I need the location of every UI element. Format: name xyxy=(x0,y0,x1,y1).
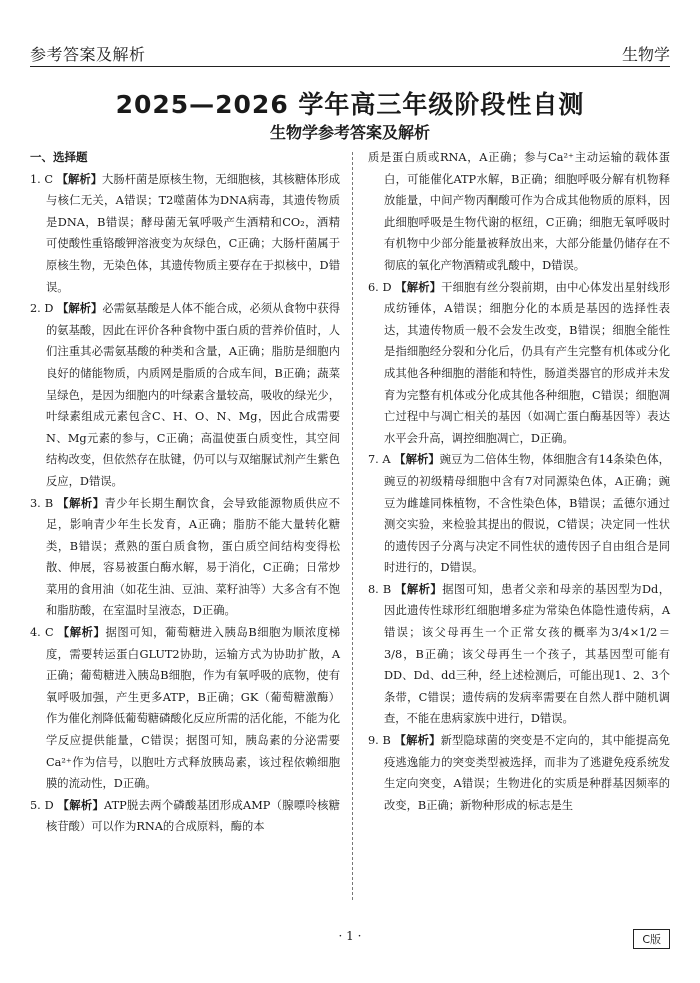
page-title: 2025—2026 学年高三年级阶段性自测 xyxy=(115,90,585,119)
analysis-tag: 【解析】 xyxy=(394,734,441,748)
analysis-tag: 【解析】 xyxy=(395,280,442,294)
analysis-tag: 【解析】 xyxy=(57,798,105,812)
item-number: 8. B xyxy=(368,582,392,596)
answer-item xyxy=(30,795,340,838)
item-text: 豌豆为二倍体生物，体细胞含有14条染色体，豌豆的初级精母细胞中含有7对同源染色体，A正确；豌豆为雌雄同株植物，不含性染色体，B错误；孟德尔通过测交实验，来检验其提出的假说，C错误；决定同一性状的遗传因子分离与决定不同性状的遗传因子自由组合是同时进行的，D错误。 xyxy=(384,453,670,575)
header-right: 生物学 xyxy=(621,45,670,64)
answer-item xyxy=(30,622,340,795)
header-left: 参考答案及解析 xyxy=(30,45,146,64)
analysis-tag: 【解析】 xyxy=(57,626,106,640)
analysis-tag: 【解析】 xyxy=(394,453,440,467)
item-number: 5. D xyxy=(30,798,54,812)
left-column xyxy=(30,147,340,838)
right-column xyxy=(368,147,670,816)
analysis-tag: 【解析】 xyxy=(395,582,443,596)
item-text: 新型隐球菌的突变是不定向的，其中能提高免疫逃逸能力的突变类型被选择，而非为了逃避免疫系统发生定向突变，A错误；生物进化的实质是种群基因频率的改变，B正确；新物种形成的标志是生 xyxy=(384,734,670,812)
answer-item xyxy=(30,169,340,299)
answer-item xyxy=(368,277,670,450)
item-text: ATP脱去两个磷酸基团形成AMP（腺嘌呤核糖核苷酸）可以作为RNA的合成原料，酶的本 xyxy=(46,798,340,834)
analysis-tag: 【解析】 xyxy=(57,496,105,510)
item-text: 质是蛋白质或RNA，A正确；参与Ca²⁺主动运输的载体蛋白，可能催化ATP水解，B正确；细胞呼吸分解有机物释放能量，中间产物丙酮酸可作为合成其他物质的原料，因此细胞呼吸是生物代谢的枢纽，C正确；细胞无氧呼吸时有机物中少部分能量被释放出来，大部分能量仍储存在不彻底的氧化产物酒精或乳酸中，D错误。 xyxy=(368,151,670,272)
item-text: 据图可知，葡萄糖进入胰岛B细胞为顺浓度梯度，需要转运蛋白GLUT2协助，运输方式为协助扩散，A正确；葡萄糖进入胰岛B细胞，作为有氧呼吸的底物，使有氧呼吸加强，产生更多ATP，B正确；GK（葡萄糖激酶）作为催化剂降低葡萄糖磷酸化反应所需的活化能，不能为化学反应提供能量，C错误；据图可知，胰岛素的分泌需要Ca²⁺作为信号，以胞吐方式释放胰岛素，该过程依赖细胞膜的流动性，D正确。 xyxy=(46,626,340,791)
analysis-tag: 【解析】 xyxy=(56,172,103,186)
answer-item xyxy=(368,449,670,579)
item-text: 大肠杆菌是原核生物，无细胞核，其核糖体形成与核仁无关，A错误；T2噬菌体为DNA病毒，其遗传物质是DNA，B错误；酵母菌无氧呼吸产生酒精和CO₂，酒精可使酸性重铬酸钾溶液变为灰绿色，C正确；大肠杆菌属于原核生物，无染色体，其遗传物质主要存在于拟核中，D错误。 xyxy=(46,172,341,294)
page-number: · 1 · xyxy=(338,929,362,943)
page-header xyxy=(0,0,700,70)
item-number: 2. D xyxy=(30,302,54,316)
page-subtitle: 生物学参考答案及解析 xyxy=(269,123,430,142)
answer-item-continued xyxy=(368,147,670,277)
answer-item xyxy=(30,493,340,623)
item-text: 干细胞有丝分裂前期，由中心体发出星射线形成纺锤体，A错误；细胞分化的本质是基因的选择性表达，其遗传物质一般不会发生改变，B错误；细胞全能性是指细胞经分裂和分化后，仍具有产生完整有机体或分化成其他各种细胞的潜能和特性，肠道类器官的形成并未发育为完整有机体或分化成其他各种细胞，C错误；细胞凋亡过程中与凋亡相关的基因（如凋亡蛋白酶基因等）表达水平会升高，调控细胞凋亡，D正确。 xyxy=(384,280,670,445)
header-rule xyxy=(30,66,670,67)
answer-item xyxy=(368,730,670,816)
column-divider xyxy=(352,152,353,900)
item-text: 必需氨基酸是人体不能合成，必须从食物中获得的氨基酸，因此在评价各种食物中蛋白质的营养价值时，人们注重其必需氨基酸的种类和含量，A正确；脂肪是细胞内良好的储能物质，内质网是脂质的合成车间，B正确；蔬菜呈绿色，是因为细胞内的叶绿素含量较高，吸收的绿光少，叶绿素组成元素包含C、H、O、N、Mg，因此合成需要N、Mg元素的参与，C正确；高温使蛋白质变性，其空间结构改变，但依然存在肽键，仍可以与双缩脲试剂产生紫色反应，D错误。 xyxy=(46,302,340,488)
item-number: 3. B xyxy=(30,496,54,510)
item-number: 4. C xyxy=(30,626,54,640)
section-heading: 一、选择题 xyxy=(30,150,88,164)
item-text: 青少年长期生酮饮食，会导致能源物质供应不足，影响青少年生长发育，A正确；脂肪不能大量转化糖类，B错误；煮熟的蛋白质食物，蛋白质空间结构变得松散、伸展，容易被蛋白酶水解，易于消化，C正确；日常炒菜用的食用油（如花生油、豆油、菜籽油等）大多含有不饱和脂肪酸，在室温时呈液态，D正确。 xyxy=(46,496,340,618)
analysis-tag: 【解析】 xyxy=(57,302,103,316)
answer-item xyxy=(368,579,670,730)
item-number: 7. A xyxy=(368,453,391,467)
item-number: 6. D xyxy=(368,280,392,294)
item-number: 9. B xyxy=(368,734,391,748)
item-number: 1. C xyxy=(30,172,54,186)
item-text: 据图可知，患者父亲和母亲的基因型为Dd，因此遗传性球形红细胞增多症为常染色体隐性遗传病，A错误；该父母再生一个正常女孩的概率为3/4×1/2＝3/8，B正确；该父母再生一个孩子，其基因型可能有DD、Dd、dd三种，经上述检测后，可能出现1、2、3个条带，C错误；遗传病的发病率需要在自然人群中随机调查，不能在患病家族中进行，D错误。 xyxy=(384,582,670,726)
answer-item xyxy=(30,298,340,492)
edition-badge: C版 xyxy=(633,929,670,949)
